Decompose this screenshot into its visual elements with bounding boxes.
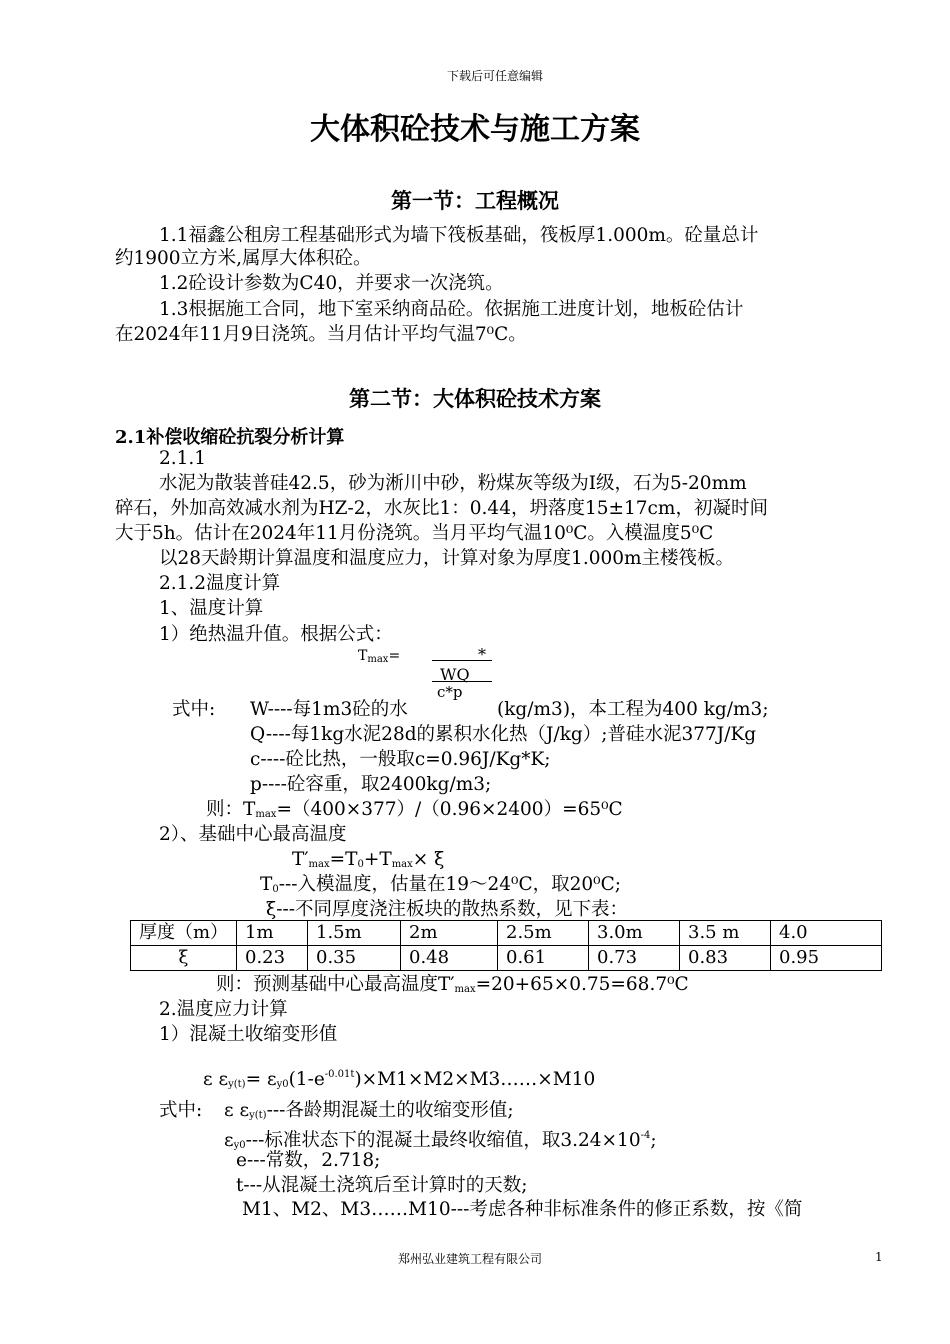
table-cell: 0.73 (589, 946, 680, 971)
tmax-formula-lhs: $T_{max}=$ (358, 648, 401, 665)
table-cell: 0.95 (771, 946, 882, 971)
t0-definition: $T_0---$入模温度，估量在19～24⁰C，取20⁰C; (260, 874, 621, 895)
def-w-part1: W----每1m3砼的水 (250, 699, 408, 720)
footer-company: 郑州弘业建筑工程有限公司 (398, 1252, 543, 1266)
paragraph-1-2: 1.2砼设计参数为C40，并要求一次浇筑。 (159, 273, 504, 294)
temperature-calc-heading: 1、温度计算 (159, 598, 264, 619)
table-header-label: 厚度（m） (131, 921, 237, 946)
table-cell: 1.5m (308, 921, 401, 946)
subsection-2-1-heading: 2.1补偿收缩砼抗裂分析计算 (115, 427, 345, 448)
m-definition: M1、M2、M3……M10---考虑各种非标准条件的修正系数，按《简 (242, 1199, 803, 1220)
paragraph-1-3: 1.3根据施工合同，地下室采纳商品砼。依据施工进度计划，地板砼估计 (159, 299, 744, 320)
materials-line-1: 水泥为散装普硅42.5，砂为淅川中砂，粉煤灰等级为Ⅰ级，石为5-20mm (159, 473, 747, 494)
heat-dissipation-table (130, 920, 882, 971)
paragraph-1-1: 1.1福鑫公租房工程基础形式为墙下筏板基础，筏板厚1.000m。砼量总计 (159, 225, 759, 246)
table-cell: 4.0 (771, 921, 882, 946)
table-cell: 0.83 (680, 946, 771, 971)
table-cell: 0.48 (401, 946, 498, 971)
section-1-heading: 第一节：工程概况 (391, 188, 559, 213)
document-title: 大体积砼技术与施工方案 (310, 112, 640, 147)
table-row (131, 946, 882, 971)
paragraph-1-1-cont: 约1900立方米,属厚大体积砼。 (115, 248, 372, 269)
clause-2-1-1: 2.1.1 (159, 448, 207, 469)
formula-numerator: WQ (440, 665, 470, 684)
table-cell: 2.5m (498, 921, 589, 946)
page-header-note: 下载后可任意编辑 (447, 69, 544, 83)
table-cell: 3.5 m (680, 921, 771, 946)
paragraph-1-3-cont: 在2024年11月9日浇筑。当月估计平均气温7⁰C。 (115, 324, 527, 345)
shrinkage-heading: 1）混凝土收缩变形值 (159, 1024, 338, 1045)
formula-star: * (478, 645, 486, 664)
table-cell: 0.61 (498, 946, 589, 971)
center-max-temp-heading: 2）、基础中心最高温度 (159, 824, 347, 845)
stress-calc-heading: 2.温度应力计算 (159, 999, 288, 1020)
shrinkage-equation: ε $\varepsilon_{y(t)}=$ $\varepsilon_{y0}(1-e^{-0.01t})\times M1\times M2\times M3\dots\dots\times M10$ (203, 1069, 596, 1090)
table-row (131, 921, 882, 946)
tmax-result: 则：$T_{max}=(400\times 377)/(0.96\times 2400)=65^0C$ (206, 799, 623, 820)
where-label: 式中: (172, 699, 216, 720)
section-2-heading: 第二节：大体积砼技术方案 (349, 386, 601, 411)
epsilon-yt-definition: ε $\varepsilon_{y(t)}---$各龄期混凝土的收缩变形值; (224, 1100, 514, 1121)
page-number: 1 (875, 1250, 883, 1264)
fraction-bar (432, 681, 492, 682)
where-label-2: 式中: (159, 1100, 203, 1121)
table-cell: 0.35 (308, 946, 401, 971)
clause-2-1-2: 2.1.2温度计算 (159, 573, 281, 594)
center-max-temp-formula: $T'_{max}=T_0+T_{max}\times \xi$ (292, 849, 445, 870)
e-definition: e---常数，2.718; (236, 1150, 381, 1171)
table-cell: 1m (237, 921, 308, 946)
materials-line-3: 大于5h。估计在2024年11月份浇筑。当月平均气温10⁰C。入模温度5⁰C (115, 523, 714, 544)
def-c: c----砼比热，一般取c=0.96J/Kg*K; (250, 749, 551, 770)
def-p: p----砼容重，取2400kg/m3; (250, 774, 492, 795)
table-cell: 2m (401, 921, 498, 946)
materials-line-2: 碎石，外加高效减水剂为HZ-2，水灰比1：0.44，坍落度15±17cm，初凝时间 (115, 498, 768, 519)
predicted-center-temp: 则：预测基础中心最高温度$T'_{max}=20+65\times 0.75=68.7^0C$ (216, 974, 689, 995)
adiabatic-rise-intro: 1）绝热温升值。根据公式： (159, 624, 393, 645)
def-w-part2: (kg/m3)，本工程为400 kg/m3; (497, 699, 769, 720)
def-q: Q----每1kg水泥28d的累积水化热（J/kg）;普硅水泥377J/Kg (250, 724, 757, 745)
xi-definition: ξ---不同厚度浇注板块的散热系数，见下表： (266, 899, 628, 920)
table-row-label: ξ (131, 946, 237, 971)
calc-basis: 以28天龄期计算温度和温度应力，计算对象为厚度1.000m主楼筏板。 (159, 548, 735, 569)
formula-denominator: c*p (437, 683, 463, 701)
table-cell: 0.23 (237, 946, 308, 971)
fraction-bar-upper (432, 660, 492, 661)
table-cell: 3.0m (589, 921, 680, 946)
epsilon-y0-definition: $\varepsilon_{y0}---$标准状态下的混凝土最终收缩值，取$3.24\times 10^{-4}$; (224, 1130, 657, 1151)
t-definition: t---从混凝土浇筑后至计算时的天数; (236, 1175, 528, 1196)
